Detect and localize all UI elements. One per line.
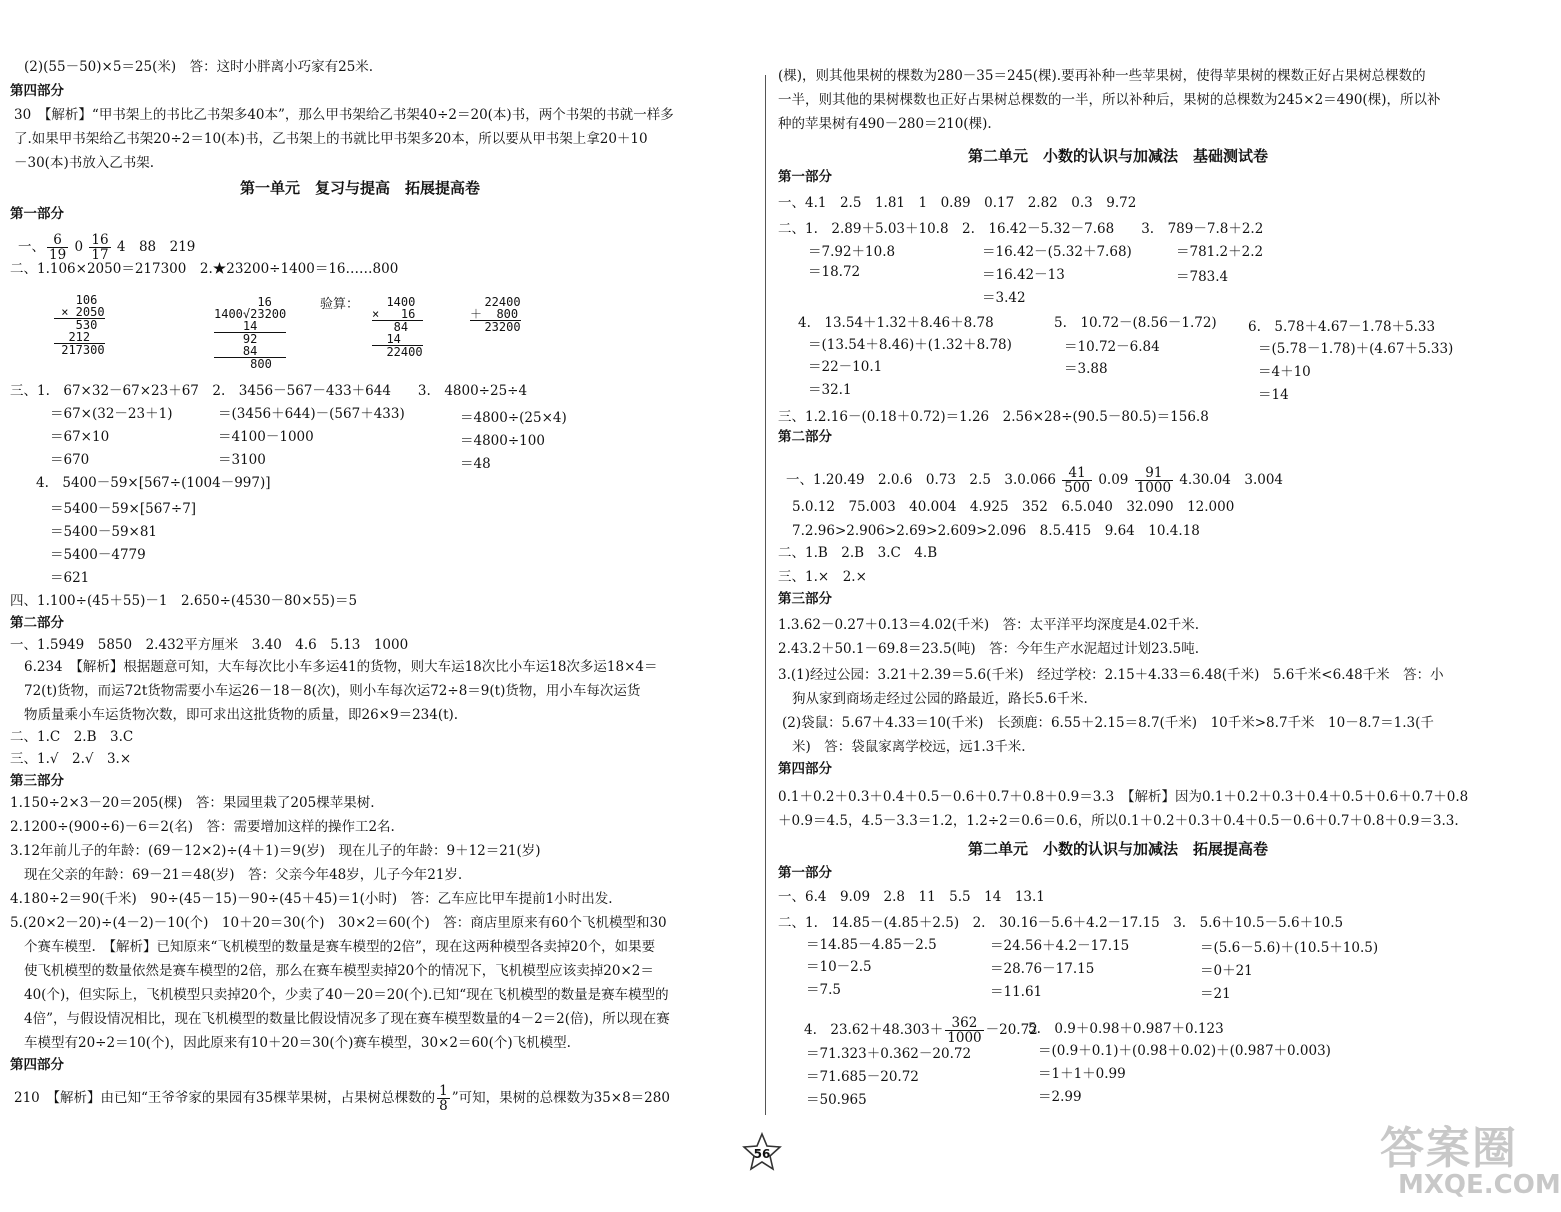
left-text-line: 第四部分 bbox=[10, 1057, 64, 1073]
left-text-line: －30(本)书放入乙书架. bbox=[14, 155, 155, 171]
denominator: 8 bbox=[439, 1098, 448, 1114]
left-text-line: 4.180÷2＝90(千米) 90÷(45－15)－90÷(45＋45)＝1(小时) 答：乙车应比甲车提前1小时出发. bbox=[10, 891, 613, 907]
right-q2-1-line bbox=[786, 466, 1283, 495]
column-divider bbox=[765, 75, 766, 1115]
page-number-star bbox=[742, 1133, 782, 1171]
right-text-line: ＝14.85－4.85－2.5 bbox=[806, 937, 937, 953]
left-text-line: 3.12年前儿子的年龄：(69－12×2)÷(4＋1)＝9(岁) 现在儿子的年龄：9＋12＝21(岁) bbox=[10, 843, 541, 859]
numerator: 362 bbox=[945, 1016, 983, 1031]
right-text-line: ＝28.76－17.15 bbox=[990, 961, 1095, 977]
fraction-6-19 bbox=[47, 233, 68, 262]
right-text-line: ＝18.72 bbox=[808, 264, 861, 280]
q2-1-post: 4.30.04 3.004 bbox=[1179, 472, 1284, 488]
left-text-line: ＝621 bbox=[50, 570, 90, 586]
part4-pre: 210 【解析】由已知“王爷爷家的果园有35棵苹果树，占果树总棵数的 bbox=[14, 1090, 436, 1106]
right-text-line: 种的苹果树有490－280＝210(棵). bbox=[778, 116, 992, 132]
left-text-line: 一、1.5949 5850 2.432平方厘米 3.40 4.6 5.13 1000 bbox=[10, 637, 409, 653]
left-q1-line bbox=[18, 233, 195, 262]
left-text-line: 三、1. 67×32－67×23＋67 2. 3456－567－433＋644 3. 4800÷25÷4 bbox=[10, 383, 528, 399]
right-text-line: 一、4.1 2.5 1.81 1 0.89 0.17 2.82 0.3 9.72 bbox=[778, 195, 1137, 211]
right-text-line: 5.0.12 75.003 40.004 4.925 352 6.5.040 32.090 12.000 bbox=[792, 499, 1235, 515]
right-q4-line bbox=[804, 1016, 1038, 1045]
watermark-text: 答案圈 bbox=[1380, 1123, 1518, 1174]
q4-post: －20.72 bbox=[985, 1022, 1038, 1038]
right-text-line: 3.(1)经过公园：3.21＋2.39＝5.6(千米) 经过学校：2.15＋4.33＝6.48(千米) 5.6千米<6.48千米 答：小 bbox=[778, 667, 1444, 683]
right-text-line: 第四部分 bbox=[778, 761, 832, 777]
left-text-line: 物质量乘小车运货物次数，即可求出这批货物的质量，即26×9＝234(t). bbox=[24, 707, 459, 723]
left-text-line: ＝67×(32－23＋1) bbox=[50, 406, 173, 422]
numerator: 91 bbox=[1135, 466, 1173, 481]
right-text-line: 7.2.96>2.906>2.69>2.609>2.096 8.5.415 9.64 10.4.18 bbox=[792, 523, 1200, 539]
denominator: 500 bbox=[1064, 480, 1091, 496]
right-text-line: ＝22－10.1 bbox=[808, 359, 883, 375]
right-text-line: ＝32.1 bbox=[808, 382, 852, 398]
left-text-line: 5.(20×2－20)÷(4－2)－10(个) 10＋20＝30(个) 30×2＝60(个) 答：商店里原来有60个飞机模型和30 bbox=[10, 915, 667, 931]
fraction-91-1000 bbox=[1135, 466, 1173, 495]
calc-row: 84 bbox=[372, 320, 409, 334]
fraction-362-1000 bbox=[945, 1016, 983, 1045]
left-text-line: ＝4100－1000 bbox=[218, 429, 314, 445]
numerator: 41 bbox=[1062, 466, 1092, 481]
right-text-line: ＝11.61 bbox=[990, 984, 1043, 1000]
left-text-line: ＝3100 bbox=[218, 452, 266, 468]
right-text-line: ＝3.42 bbox=[982, 290, 1026, 306]
right-text-line: 0.1＋0.2＋0.3＋0.4＋0.5－0.6＋0.7＋0.8＋0.9＝3.3 【解析】因为0.1＋0.2＋0.3＋0.4＋0.5＋0.6＋0.7＋0.8 bbox=[778, 789, 1469, 805]
right-text-line: ＝16.42－(5.32＋7.68) bbox=[982, 244, 1132, 260]
right-text-line: ＝71.323＋0.362－20.72 bbox=[806, 1046, 972, 1062]
calc-row: 84 bbox=[214, 345, 286, 358]
left-text-line: ＝5400－59×[567÷7] bbox=[50, 501, 197, 517]
left-text-line: 第四部分 bbox=[10, 83, 64, 99]
right-text-line: 第二单元 小数的认识与加减法 基础测试卷 bbox=[968, 147, 1269, 165]
left-text-line: ＝48 bbox=[460, 456, 491, 472]
right-text-line: 米) 答：袋鼠家离学校远，远1.3千米. bbox=[792, 739, 1026, 755]
right-text-line: 三、1.× 2.× bbox=[778, 569, 867, 585]
calc-row: 217300 bbox=[54, 343, 105, 357]
left-text-line: 6.234 【解析】根据题意可知，大车每次比小车多运41的货物，则大车运18次比小车运18次多运18×4＝ bbox=[24, 659, 658, 675]
right-text-line: 第二单元 小数的认识与加减法 拓展提高卷 bbox=[968, 840, 1269, 858]
left-text-line: 使飞机模型的数量依然是赛车模型的2倍，那么在赛车模型卖掉20个的情况下，飞机模型应该卖掉20×2＝ bbox=[24, 963, 654, 979]
calc-row: 106 bbox=[54, 293, 98, 307]
calc-row: 212 bbox=[54, 331, 105, 344]
denominator: 1000 bbox=[1136, 480, 1172, 496]
left-text-line: ＝5400－4779 bbox=[50, 547, 146, 563]
right-text-line: (棵)，则其他果树的棵数为280－35＝245(棵).要再补种一些苹果树，使得苹果树的棵数正好占果树总棵数的 bbox=[778, 68, 1426, 84]
right-text-line: ＝0＋21 bbox=[1200, 963, 1253, 979]
right-text-line: 第三部分 bbox=[778, 591, 832, 607]
right-text-line: 三、1.2.16－(0.18＋0.72)＝1.26 2.56×28÷(90.5－80.5)＝156.8 bbox=[778, 409, 1209, 425]
calc-row: 530 bbox=[54, 318, 98, 332]
calc-row: 22400 bbox=[470, 295, 521, 309]
q1-rest: 4 88 219 bbox=[116, 239, 196, 255]
right-text-line: ＝(0.9＋0.1)＋(0.98＋0.02)＋(0.987＋0.003) bbox=[1038, 1043, 1331, 1059]
verify-label: 验算： bbox=[320, 297, 360, 312]
denominator: 17 bbox=[91, 247, 109, 263]
right-text-line: ＝7.5 bbox=[806, 982, 841, 998]
right-text-line: ＝2.99 bbox=[1038, 1089, 1082, 1105]
left-text-line: ＝670 bbox=[50, 452, 90, 468]
left-text-line: 72(t)货物，而运72t货物需要小车运26－18－8(次)，则小车每次运72÷8＝9(t)货物，用小车每次运货 bbox=[24, 683, 641, 699]
q1-mid: 0 bbox=[74, 239, 84, 255]
watermark-logo bbox=[1380, 1112, 1561, 1207]
left-text-line: 第二部分 bbox=[10, 615, 64, 631]
watermark-url: MXQE.COM bbox=[1398, 1170, 1561, 1200]
denominator: 1000 bbox=[947, 1030, 982, 1046]
page-number: 56 bbox=[753, 1147, 771, 1161]
right-text-line: ＝4＋10 bbox=[1258, 364, 1311, 380]
calc-row: 1400√23200 bbox=[214, 307, 287, 321]
left-text-line: 1.150÷2×3－20＝205(棵) 答：果园里栽了205棵苹果树. bbox=[10, 795, 375, 811]
right-text-line: ＝3.88 bbox=[1064, 361, 1108, 377]
left-text-line: ＝4800÷(25×4) bbox=[460, 410, 567, 426]
right-text-line: 二、1.B 2.B 3.C 4.B bbox=[778, 545, 938, 561]
left-text-line: 四、1.100÷(45＋55)－1 2.650÷(4530－80×55)＝5 bbox=[10, 593, 358, 609]
q2-1-pre: 一、1.20.49 2.0.6 0.73 2.5 3.0.066 bbox=[786, 472, 1056, 488]
right-text-line: 4. 13.54＋1.32＋8.46＋8.78 bbox=[798, 315, 994, 331]
left-text-line: 车模型有20÷2＝10(个)，因此原来有10＋20＝30(个)赛车模型，30×2＝60(个)飞机模型. bbox=[24, 1035, 571, 1051]
left-text-line: ＝(3456＋644)－(567＋433) bbox=[218, 406, 405, 422]
left-text-line: 了.如果甲书架给乙书架20÷2＝10(本)书，乙书架上的书就比甲书架多20本，所以要从甲书架上拿20＋10 bbox=[14, 131, 648, 147]
calc-row: 800 bbox=[214, 357, 272, 371]
right-text-line: 1.3.62－0.27＋0.13＝4.02(千米) 答：太平洋平均深度是4.02千米. bbox=[778, 617, 1199, 633]
left-text-line: 个赛车模型. 【解析】已知原来“飞机模型的数量是赛车模型的2倍”，现在这两种模型各卖掉20个，如果要 bbox=[24, 939, 656, 955]
calc-row: × 16 bbox=[372, 308, 423, 321]
denominator: 19 bbox=[49, 247, 67, 263]
right-text-line: 第二部分 bbox=[778, 429, 832, 445]
right-text-line: ＝10.72－6.84 bbox=[1064, 339, 1160, 355]
left-text-line: 4. 5400－59×[567÷(1004－997)] bbox=[36, 475, 271, 491]
numerator: 1 bbox=[439, 1083, 448, 1099]
right-text-line: ＝(13.54＋8.46)＋(1.32＋8.78) bbox=[808, 337, 1012, 353]
fraction-1-8 bbox=[437, 1084, 450, 1113]
right-text-line: 5. 0.9＋0.98＋0.987＋0.123 bbox=[1028, 1021, 1224, 1037]
calc-row: 92 bbox=[214, 332, 258, 346]
calc-row: 22400 bbox=[372, 345, 423, 359]
right-text-line: 二、1. 14.85－(4.85＋2.5) 2. 30.16－5.6＋4.2－17.15 3. 5.6＋10.5－5.6＋10.5 bbox=[778, 915, 1344, 931]
left-text-line: 4倍”，与假设情况相比，现在飞机模型的数量比假设情况多了现在赛车模型数量的4－2＝2(倍)，所以现在赛 bbox=[24, 1011, 670, 1027]
part4-post: ”可知，果树的总棵数为35×8＝280 bbox=[451, 1090, 670, 1106]
star-icon bbox=[742, 1133, 782, 1171]
q2-1-mid: 0.09 bbox=[1098, 472, 1129, 488]
right-text-line: 2.43.2＋50.1－69.8＝23.5(吨) 答：今年生产水泥超过计划23.5吨. bbox=[778, 641, 1199, 657]
left-text-line: 现在父亲的年龄：69－21＝48(岁) 答：父亲今年48岁，儿子今年21岁. bbox=[24, 867, 463, 883]
right-text-line: ＝50.965 bbox=[806, 1092, 867, 1108]
left-text-line: 30 【解析】“甲书架上的书比乙书架多40本”，那么甲书架给乙书架40÷2＝20(本)书，两个书架的书就一样多 bbox=[14, 107, 674, 123]
left-text-line: ＝4800÷100 bbox=[460, 433, 545, 449]
right-text-line: ＋0.9＝4.5，4.5－3.3＝1.2，1.2÷2＝0.6＝0.6，所以0.1＋0.2＋0.3＋0.4＋0.5－0.6＋0.7＋0.8＋0.9＝3.3. bbox=[778, 813, 1459, 829]
fraction-16-17 bbox=[89, 233, 110, 262]
right-text-line: ＝783.4 bbox=[1176, 269, 1229, 285]
vertical-calc-divide bbox=[214, 296, 286, 370]
right-text-line: 狗从家到商场走经过公园的路最近，路长5.6千米. bbox=[792, 691, 1088, 707]
left-text-line: ＝67×10 bbox=[50, 429, 110, 445]
right-text-line: ＝71.685－20.72 bbox=[806, 1069, 919, 1085]
left-text-line: 2.1200÷(900÷6)－6＝2(名) 答：需要增加这样的操作工2名. bbox=[10, 819, 395, 835]
right-text-line: 6. 5.78＋4.67－1.78＋5.33 bbox=[1248, 319, 1436, 335]
left-text-line: 40(个)，但实际上，飞机模型只卖掉20个，少卖了40－20＝20(个).已知“现在飞机模型的数量是赛车模型的 bbox=[24, 987, 669, 1003]
right-text-line: ＝24.56＋4.2－17.15 bbox=[990, 938, 1130, 954]
q1-prefix: 一、 bbox=[18, 239, 45, 255]
right-text-line: ＝1＋1＋0.99 bbox=[1038, 1066, 1126, 1082]
numerator: 6 bbox=[47, 233, 68, 248]
right-text-line: ＝(5.78－1.78)＋(4.67＋5.33) bbox=[1258, 341, 1454, 357]
left-part4-answer bbox=[14, 1084, 670, 1113]
right-text-line: ＝7.92＋10.8 bbox=[808, 244, 896, 260]
left-text-line: 三、1.√ 2.√ 3.× bbox=[10, 751, 132, 767]
right-text-line: ＝781.2＋2.2 bbox=[1176, 244, 1264, 260]
right-text-line: 一、6.4 9.09 2.8 11 5.5 14 13.1 bbox=[778, 889, 1045, 905]
left-text-line: 二、1.106×2050＝217300 2.★23200÷1400＝16……800 bbox=[10, 261, 399, 277]
left-text-line: 第一部分 bbox=[10, 206, 64, 222]
right-text-line: ＝16.42－13 bbox=[982, 267, 1065, 283]
right-text-line: 第一部分 bbox=[778, 865, 832, 881]
calc-row: × 2050 bbox=[54, 305, 105, 319]
calc-row: 14 bbox=[372, 333, 423, 346]
vertical-calc-multiply bbox=[54, 294, 105, 356]
numerator: 16 bbox=[91, 232, 109, 248]
q4-pre: 4. 23.62＋48.303＋ bbox=[804, 1022, 944, 1038]
left-text-line: 第三部分 bbox=[10, 773, 64, 789]
calc-row: 1400 bbox=[372, 295, 416, 309]
right-text-line: 5. 10.72－(8.56－1.72) bbox=[1054, 315, 1217, 331]
vertical-calc-verify-multiply bbox=[372, 296, 423, 358]
vertical-calc-verify-add bbox=[470, 296, 521, 333]
left-text-line: 二、1.C 2.B 3.C bbox=[10, 729, 134, 745]
fraction-41-500 bbox=[1062, 466, 1092, 495]
right-text-line: 一半，则其他的果树棵数也正好占果树总棵数的一半，所以补种后，果树的总棵数为245×2＝490(棵)，所以补 bbox=[778, 92, 1441, 108]
right-text-line: 第一部分 bbox=[778, 169, 832, 185]
right-text-line: ＝14 bbox=[1258, 387, 1289, 403]
left-text-line: (2)(55－50)×5＝25(米) 答：这时小胖离小巧家有25米. bbox=[24, 59, 374, 75]
calc-row: ＋ 800 bbox=[470, 308, 521, 321]
calc-row: 14 bbox=[214, 320, 286, 333]
calc-row: 16 bbox=[214, 295, 272, 309]
right-text-line: ＝21 bbox=[1200, 986, 1231, 1002]
calc-row: 23200 bbox=[470, 320, 521, 334]
right-text-line: ＝(5.6－5.6)＋(10.5＋10.5) bbox=[1200, 940, 1379, 956]
right-text-line: (2)袋鼠：5.67＋4.33＝10(千米) 长颈鹿：6.55＋2.15＝8.7(千米) 10千米>8.7千米 10－8.7＝1.3(千 bbox=[782, 715, 1434, 731]
left-text-line: 第一单元 复习与提高 拓展提高卷 bbox=[240, 179, 481, 197]
right-text-line: ＝10－2.5 bbox=[806, 959, 872, 975]
right-text-line: 二、1. 2.89＋5.03＋10.8 2. 16.42－5.32－7.68 3. 789－7.8＋2.2 bbox=[778, 221, 1264, 237]
left-text-line: ＝5400－59×81 bbox=[50, 524, 158, 540]
